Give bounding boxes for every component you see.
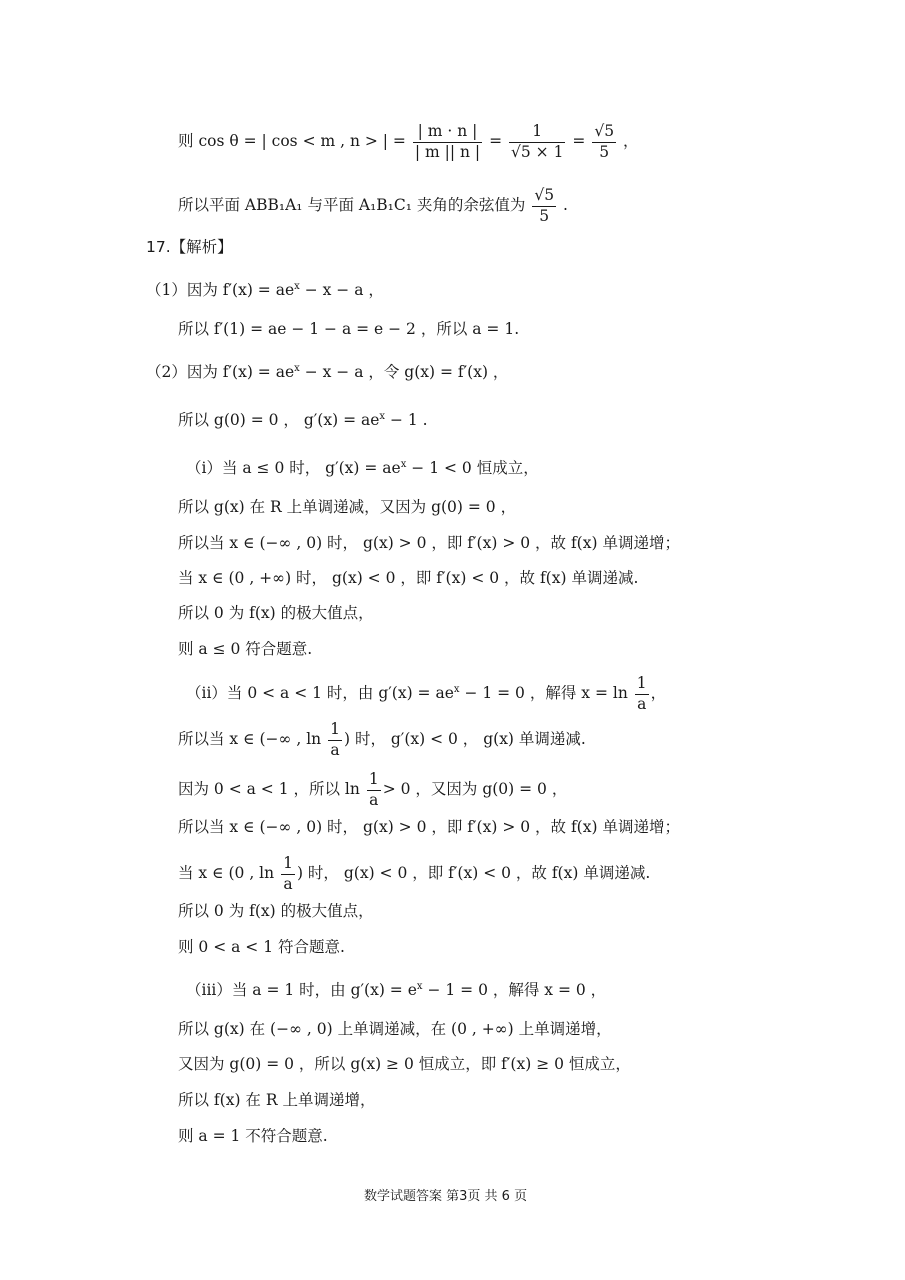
fraction-one-over-a (328, 722, 342, 758)
text: − 1 = 0 ，解得 x = 0 ， (422, 981, 607, 1000)
case1-line-c: 所以当 x ∈ (−∞ , 0) 时， g(x) > 0 ，即 f′(x) > 0 ，故 f(x) 单调递增； (178, 534, 680, 552)
formula-text: cos θ = | cos < m , n > | = (198, 132, 406, 150)
fraction-root5-over-5 (532, 188, 556, 224)
part1-line-b: 所以 f′(1) = ae − 1 − a = e − 2 ，所以 a = 1. (178, 320, 520, 338)
case2-line-f: 所以 0 为 f(x) 的极大值点， (178, 902, 374, 920)
fraction-numerator: 1 (281, 856, 295, 875)
case1-line-b: 所以 g(x) 在 R 上单调递减，又因为 g(0) = 0 ， (178, 498, 517, 516)
case1-line-f: 则 a ≤ 0 符合题意. (178, 640, 313, 658)
case2-line-d: 所以当 x ∈ (−∞ , 0) 时， g(x) > 0 ，即 f′(x) > 0 ，故 f(x) 单调递增； (178, 818, 680, 836)
text: （ii）当 0 < a < 1 时，由 g′(x) = ae (186, 684, 454, 702)
text: （2）因为 f′(x) = ae (146, 363, 295, 382)
fraction-denominator: a (283, 874, 293, 893)
fraction-denominator: a (369, 790, 379, 809)
text: 所以 g(0) = 0 ， g′(x) = ae (178, 411, 380, 430)
equals: = (489, 132, 503, 150)
case3-line-b: 所以 g(x) 在 (−∞ , 0) 上单调递减，在 (0 , +∞) 上单调递增， (178, 1020, 612, 1038)
text: − 1 < 0 恒成立， (406, 459, 539, 478)
text: − 1 . (385, 411, 428, 430)
case3-line-c: 又因为 g(0) = 0 ，所以 g(x) ≥ 0 恒成立，即 f′(x) ≥ 0 恒成立， (178, 1055, 631, 1073)
case3-line-d: 所以 f(x) 在 R 上单调递增， (178, 1091, 376, 1109)
fraction-dot-over-norms (413, 124, 482, 160)
text: 则 (178, 132, 194, 150)
fraction-one-over-a (367, 772, 381, 808)
case2-line-g: 则 0 < a < 1 符合题意. (178, 938, 345, 956)
fraction-denominator: a (637, 694, 647, 713)
fraction-numerator: 1 (367, 772, 381, 791)
case1-line-e: 所以 0 为 f(x) 的极大值点， (178, 604, 374, 622)
part2-line-a (146, 364, 508, 381)
case3-line-e: 则 a = 1 不符合题意. (178, 1127, 328, 1145)
text: 因为 0 < a < 1 ，所以 ln (178, 780, 360, 798)
text: − x − a ， (299, 281, 384, 300)
text: 所以当 x ∈ (−∞ , ln (178, 730, 322, 748)
text: − x − a ，令 g(x) = f′(x) ， (299, 363, 509, 382)
fraction-numerator: | m · n | (413, 124, 482, 143)
text: − 1 = 0 ，解得 x = ln (459, 684, 628, 702)
fraction-root5-over-5 (592, 124, 616, 160)
fraction-numerator: 1 (328, 722, 342, 741)
plane-angle-conclusion (178, 188, 568, 224)
text: > 0 ，又因为 g(0) = 0 ， (382, 780, 568, 798)
exponent: x (294, 363, 300, 374)
fraction-numerator: √5 (592, 124, 616, 143)
exponent: x (453, 683, 460, 695)
page-footer: 数学试题答案 第3页 共 6 页 (364, 1189, 528, 1204)
case2-line-c (178, 772, 567, 808)
text: ) 时， g(x) < 0 ，即 f′(x) < 0 ，故 f(x) 单调递减. (296, 864, 651, 882)
punctuation: . (563, 196, 568, 214)
exponent: x (416, 981, 423, 992)
part2-line-b (178, 412, 428, 429)
fraction-one-over-a (281, 856, 295, 892)
fraction-numerator: √5 (532, 188, 556, 207)
part1-line-a (146, 282, 384, 299)
fraction-denominator: 5 (599, 142, 610, 161)
cosine-formula-line (178, 124, 639, 160)
fraction-one-over-a (635, 676, 649, 712)
fraction-denominator: | m || n | (414, 142, 481, 161)
fraction-denominator: 5 (539, 206, 550, 225)
section-17-heading: 17.【解析】 (146, 238, 233, 256)
case2-line-b (178, 722, 586, 758)
text: （iii）当 a = 1 时，由 g′(x) = e (186, 981, 417, 1000)
text: （1）因为 f′(x) = ae (146, 281, 295, 300)
case3-line-a (186, 982, 606, 999)
case1-line-d: 当 x ∈ (0 , +∞) 时， g(x) < 0 ，即 f′(x) < 0 ，故 f(x) 单调递减. (178, 569, 639, 587)
fraction-one-over-root5 (509, 124, 565, 160)
text: ) 时， g′(x) < 0 ， g(x) 单调递减. (343, 730, 586, 748)
fraction-numerator: 1 (635, 676, 649, 695)
punctuation: ， (650, 684, 667, 702)
fraction-denominator: √5 × 1 (511, 142, 564, 161)
text: 当 x ∈ (0 , ln (178, 864, 275, 882)
exponent: x (379, 411, 386, 422)
exponent: x (400, 459, 407, 470)
punctuation: ， (623, 132, 639, 150)
text: 所以平面 ABB₁A₁ 与平面 A₁B₁C₁ 夹角的余弦值为 (178, 196, 526, 214)
fraction-denominator: a (330, 740, 340, 759)
case1-line-a (186, 460, 539, 477)
equals: = (572, 132, 586, 150)
case2-line-a (186, 676, 666, 712)
text: （i）当 a ≤ 0 时， g′(x) = ae (186, 459, 401, 478)
exponent: x (294, 281, 300, 292)
fraction-numerator: 1 (509, 124, 565, 143)
case2-line-e (178, 856, 650, 892)
